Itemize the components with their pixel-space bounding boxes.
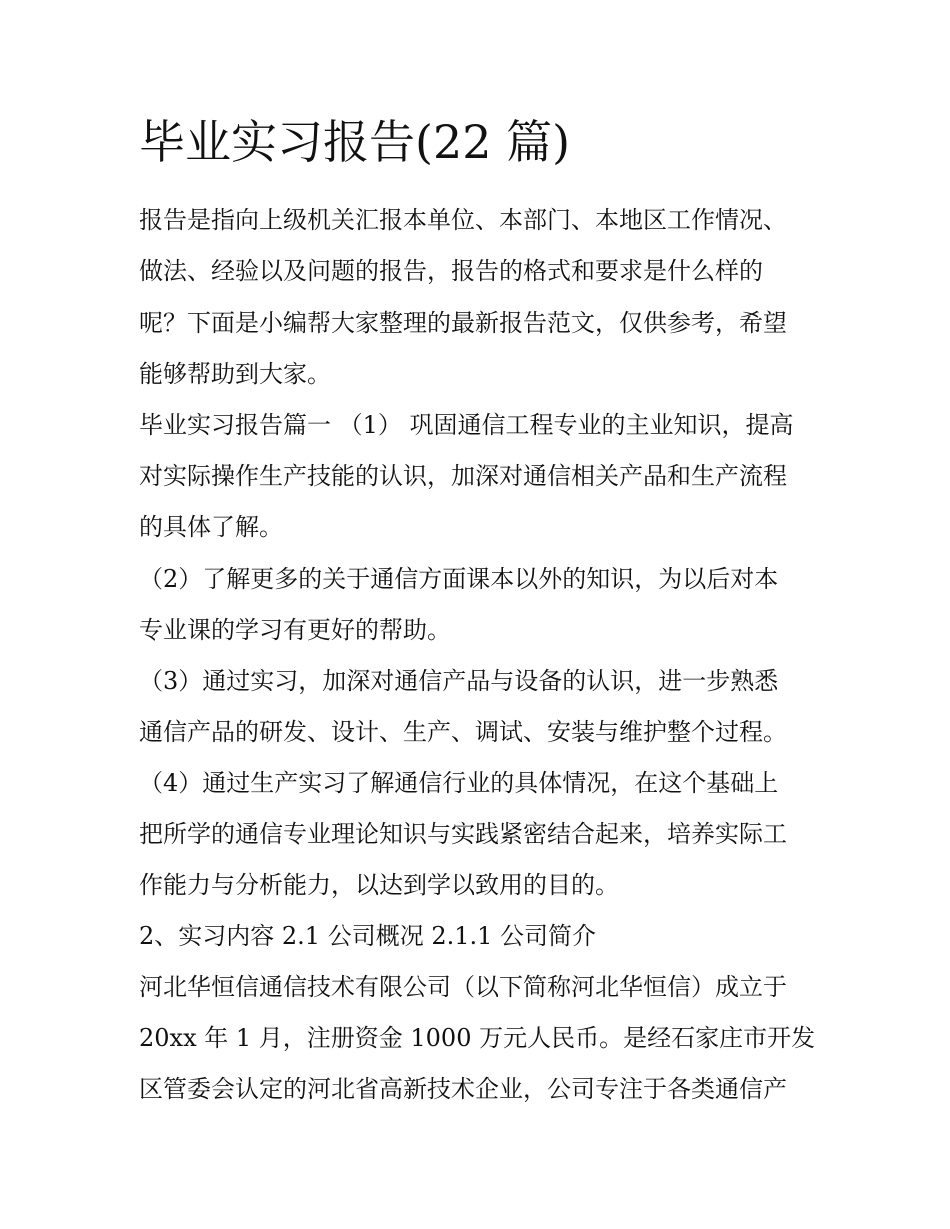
body-line: 作能力与分析能力，以达到学以致用的目的。	[139, 871, 619, 899]
body-line: 2、实习内容 2.1 公司概况 2.1.1 公司简介	[139, 922, 597, 950]
body-line: （2）了解更多的关于通信方面课本以外的知识，为以后对本	[139, 565, 779, 593]
body-line: 呢？下面是小编帮大家整理的最新报告范文，仅供参考，希望	[139, 309, 787, 337]
document-title: 毕业实习报告(22 篇)	[139, 115, 571, 169]
body-line: 通信产品的研发、设计、生产、调试、安装与维护整个过程。	[139, 718, 787, 746]
body-line: 河北华恒信通信技术有限公司（以下简称河北华恒信）成立于	[139, 973, 787, 1001]
body-line: 毕业实习报告篇一 （1） 巩固通信工程专业的主业知识，提高	[139, 411, 794, 439]
body-line: 把所学的通信专业理论知识与实践紧密结合起来，培养实际工	[139, 820, 787, 848]
body-line: 专业课的学习有更好的帮助。	[139, 616, 451, 644]
body-line: 区管委会认定的河北省高新技术企业，公司专注于各类通信产	[139, 1075, 787, 1103]
body-line: 的具体了解。	[139, 513, 283, 541]
body-line: 对实际操作生产技能的认识，加深对通信相关产品和生产流程	[139, 462, 787, 490]
body-line: 报告是指向上级机关汇报本单位、本部门、本地区工作情况、	[139, 206, 787, 234]
body-line: （4）通过生产实习了解通信行业的具体情况，在这个基础上	[139, 769, 779, 797]
body-line: （3）通过实习，加深对通信产品与设备的认识，进一步熟悉	[139, 667, 779, 695]
body-line: 20xx 年 1 月，注册资金 1000 万元人民币。是经石家庄市开发	[139, 1024, 816, 1052]
body-line: 能够帮助到大家。	[139, 360, 331, 388]
body-line: 做法、经验以及问题的报告，报告的格式和要求是什么样的	[139, 257, 763, 285]
